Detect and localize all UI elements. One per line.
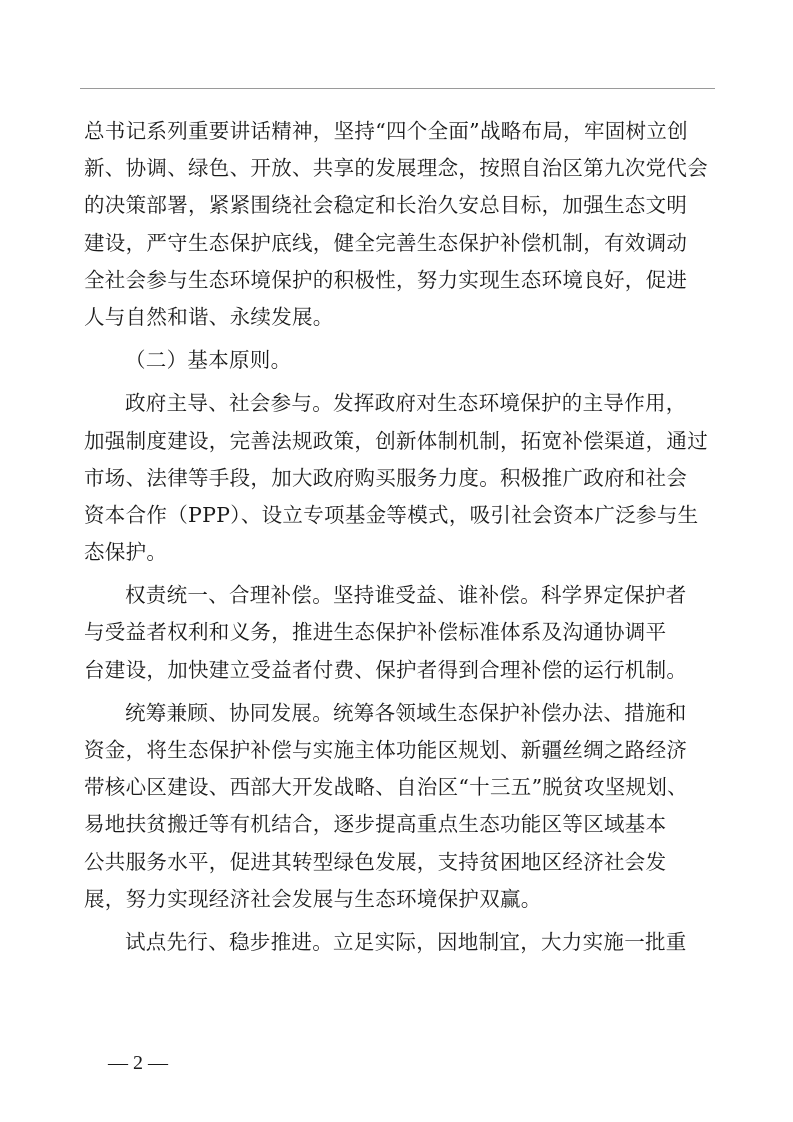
- text-line: 建设，严守生态保护底线，健全完善生态保护补偿机制，有效调动: [84, 230, 688, 255]
- text-line: 态保护。: [84, 540, 168, 565]
- text-line: 的决策部署，紧紧围绕社会稳定和长治久安总目标，加强生态文明: [84, 193, 688, 218]
- text-line: 人与自然和谐、永续发展。: [84, 304, 334, 329]
- paragraph: [84, 113, 708, 336]
- text-line: 台建设，加快建立受益者付费、保护者得到合理补偿的运行机制。: [84, 657, 688, 682]
- text-line: 资本合作（PPP）、设立专项基金等模式，吸引社会资本广泛参与生: [84, 502, 699, 527]
- header-rule: [80, 88, 715, 89]
- paragraph: [84, 385, 708, 571]
- text-line: 带核心区建设、西部大开发战略、自治区“十三五”脱贫攻坚规划、: [84, 775, 688, 800]
- text-line: 统筹兼顾、协同发展。统筹各领域生态保护补偿办法、措施和: [125, 700, 687, 725]
- text-line: （二）基本原则。: [125, 348, 292, 373]
- body-text: [84, 113, 708, 961]
- text-line: 展，努力实现经济社会发展与生态环境保护双赢。: [84, 886, 542, 911]
- paragraph: [84, 924, 704, 961]
- text-line: 加强制度建设，完善法规政策，创新体制机制，拓宽补偿渠道，通过: [84, 428, 708, 453]
- text-line: 市场、法律等手段，加大政府购买服务力度。积极推广政府和社会: [84, 465, 688, 490]
- text-line: 权责统一、合理补偿。坚持谁受益、谁补偿。科学界定保护者: [125, 583, 687, 608]
- text-line: 总书记系列重要讲话精神，坚持“四个全面”战略布局，牢固树立创: [84, 119, 688, 143]
- text-line: 政府主导、社会参与。发挥政府对生态环境保护的主导作用，: [125, 391, 687, 416]
- text-line: 与受益者权利和义务，推进生态保护补偿标准体系及沟通协调平: [84, 620, 667, 645]
- text-line: 新、协调、绿色、开放、共享的发展理念，按照自治区第九次党代会: [84, 156, 708, 181]
- text-line: 公共服务水平，促进其转型绿色发展，支持贫困地区经济社会发: [84, 849, 667, 874]
- paragraph: [84, 577, 704, 689]
- page-number: — 2 —: [108, 1052, 168, 1074]
- text-line: 易地扶贫搬迁等有机结合，逐步提高重点生态功能区等区域基本: [84, 812, 667, 837]
- text-line: 资金，将生态保护补偿与实施主体功能区规划、新疆丝绸之路经济: [84, 738, 688, 762]
- text-line: 试点先行、稳步推进。立足实际，因地制宜，大力实施一批重: [125, 929, 687, 954]
- text-line: 全社会参与生态环境保护的积极性，努力实现生态环境良好，促进: [84, 267, 688, 292]
- section-heading: [84, 342, 704, 379]
- paragraph: [84, 695, 704, 918]
